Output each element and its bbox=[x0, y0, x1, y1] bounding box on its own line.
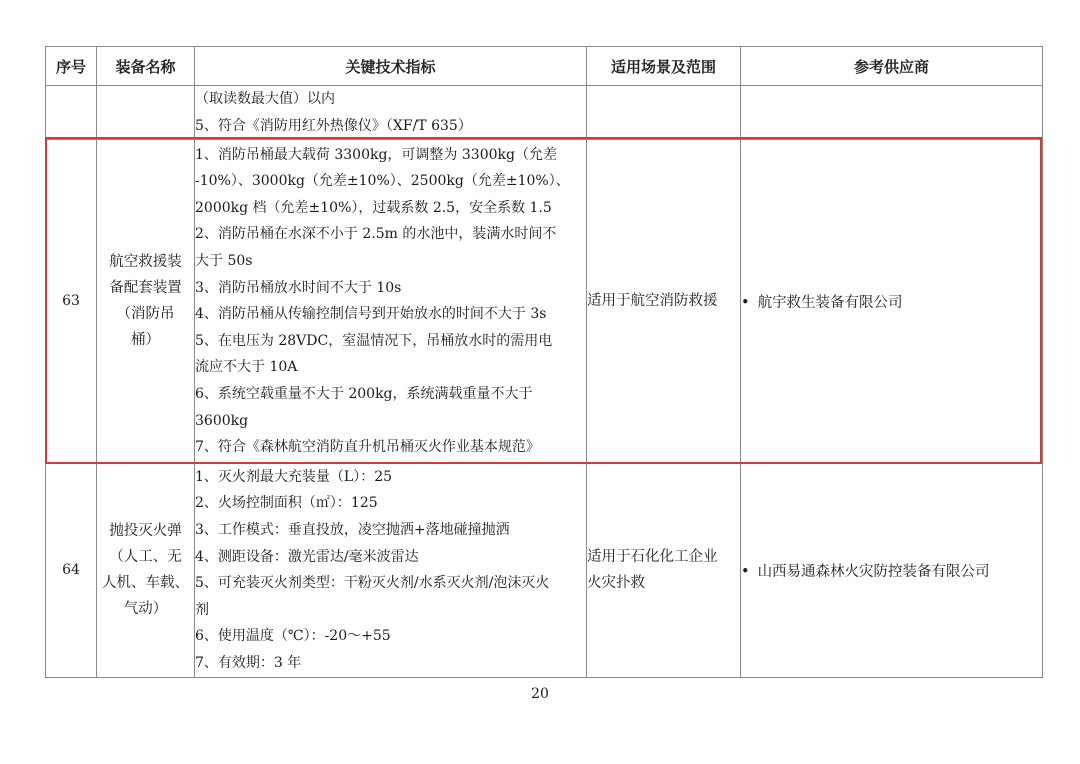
table-row-continuation bbox=[46, 86, 1043, 140]
page-number: 20 bbox=[531, 686, 549, 702]
scene-line: 适用于石化化工企业 bbox=[587, 549, 718, 566]
scene-line: 适用于航空消防救援 bbox=[587, 293, 718, 310]
header-supplier: 参考供应商 bbox=[741, 47, 1043, 86]
bullet-icon: • bbox=[741, 563, 750, 580]
key-specs bbox=[195, 463, 587, 678]
name-line: 航空救援装 bbox=[109, 254, 182, 271]
spec-line: 3、消防吊桶放水时间不大于 10s bbox=[195, 279, 402, 296]
name-line: 桶） bbox=[131, 332, 160, 349]
equipment-name bbox=[97, 140, 195, 463]
spec-line: 3、工作模式：垂直投放，凌空抛洒+落地碰撞抛洒 bbox=[195, 522, 510, 538]
spec-line: 1、消防吊桶最大载荷 3300kg，可调整为 3300kg（允差 bbox=[195, 146, 557, 163]
header-row bbox=[46, 47, 1043, 86]
spec-line: 1、灭火剂最大充装量（L）：25 bbox=[195, 468, 393, 485]
spec-line: 4、消防吊桶从传输控制信号到开始放水的时间不大于 3s bbox=[195, 306, 547, 323]
header-equipment-name: 装备名称 bbox=[97, 47, 195, 86]
spec-line: 2000kg 档（允差±10%），过载系数 2.5，安全系数 1.5 bbox=[195, 199, 552, 216]
supplier-name: 山西易通森林火灾防控装备有限公司 bbox=[757, 563, 990, 580]
header-scenario: 适用场景及范围 bbox=[587, 47, 741, 86]
cell-empty-supplier bbox=[741, 86, 1043, 140]
name-line: 人机、车载、 bbox=[102, 575, 189, 592]
spec-line: 4、测距设备：激光雷达/毫米波雷达 bbox=[195, 548, 419, 565]
supplier-name: 航宇救生装备有限公司 bbox=[757, 294, 903, 311]
spec-line: 2、火场控制面积（㎡）：125 bbox=[195, 495, 378, 512]
spec-line: 5、符合《消防用红外热像仪》（XF/T 635） bbox=[195, 117, 472, 134]
spec-line: 流应不大于 10A bbox=[195, 359, 298, 376]
row-number: 63 bbox=[46, 140, 97, 463]
spec-line: 5、在电压为 28VDC，室温情况下，吊桶放水时的需用电 bbox=[195, 332, 553, 349]
supplier bbox=[741, 463, 1043, 678]
spec-line: 大于 50s bbox=[195, 253, 253, 269]
cell-empty-num bbox=[46, 86, 97, 140]
name-line: （消防吊 bbox=[116, 306, 175, 323]
spec-line: 7、符合《森林航空消防直升机吊桶灭火作业基本规范》 bbox=[195, 439, 540, 456]
spec-line: 3600kg bbox=[195, 412, 249, 429]
equipment-name bbox=[97, 463, 195, 678]
cell-empty-scene bbox=[587, 86, 741, 140]
bullet-icon: • bbox=[741, 294, 750, 311]
scene-line: 火灾扑救 bbox=[587, 575, 645, 592]
equipment-table bbox=[45, 46, 1043, 678]
name-line: 气动） bbox=[123, 601, 168, 618]
spec-line: -10%）、3000kg（允差±10%）、2500kg（允差±10%）、 bbox=[195, 173, 570, 190]
cell-specs-continuation bbox=[195, 86, 587, 140]
spec-line: 6、系统空载重量不大于 200kg，系统满载重量不大于 bbox=[195, 385, 533, 402]
table-row-63 bbox=[46, 140, 1043, 463]
supplier bbox=[741, 140, 1043, 463]
scenario bbox=[587, 463, 741, 678]
spec-line: 剂 bbox=[195, 601, 209, 618]
spec-line: 2、消防吊桶在水深不小于 2.5m 的水池中，装满水时间不 bbox=[195, 226, 557, 243]
header-serial-number: 序号 bbox=[46, 47, 97, 86]
table-row-64 bbox=[46, 463, 1043, 678]
name-line: （人工、无 bbox=[109, 549, 182, 566]
spec-line: 7、有效期：3 年 bbox=[195, 654, 302, 671]
spec-line: 5、可充装灭火剂类型：干粉灭火剂/水系灭火剂/泡沫灭火 bbox=[195, 575, 550, 592]
name-line: 备配套装置 bbox=[109, 280, 182, 297]
header-key-specs: 关键技术指标 bbox=[195, 47, 587, 86]
spec-line: （取读数最大值）以内 bbox=[195, 91, 335, 107]
name-line: 抛投灭火弹 bbox=[109, 523, 182, 540]
spec-line: 6、使用温度（℃）：-20～+55 bbox=[195, 628, 391, 645]
cell-empty-name bbox=[97, 86, 195, 140]
scenario bbox=[587, 140, 741, 463]
key-specs bbox=[195, 140, 587, 463]
row-number: 64 bbox=[46, 463, 97, 678]
